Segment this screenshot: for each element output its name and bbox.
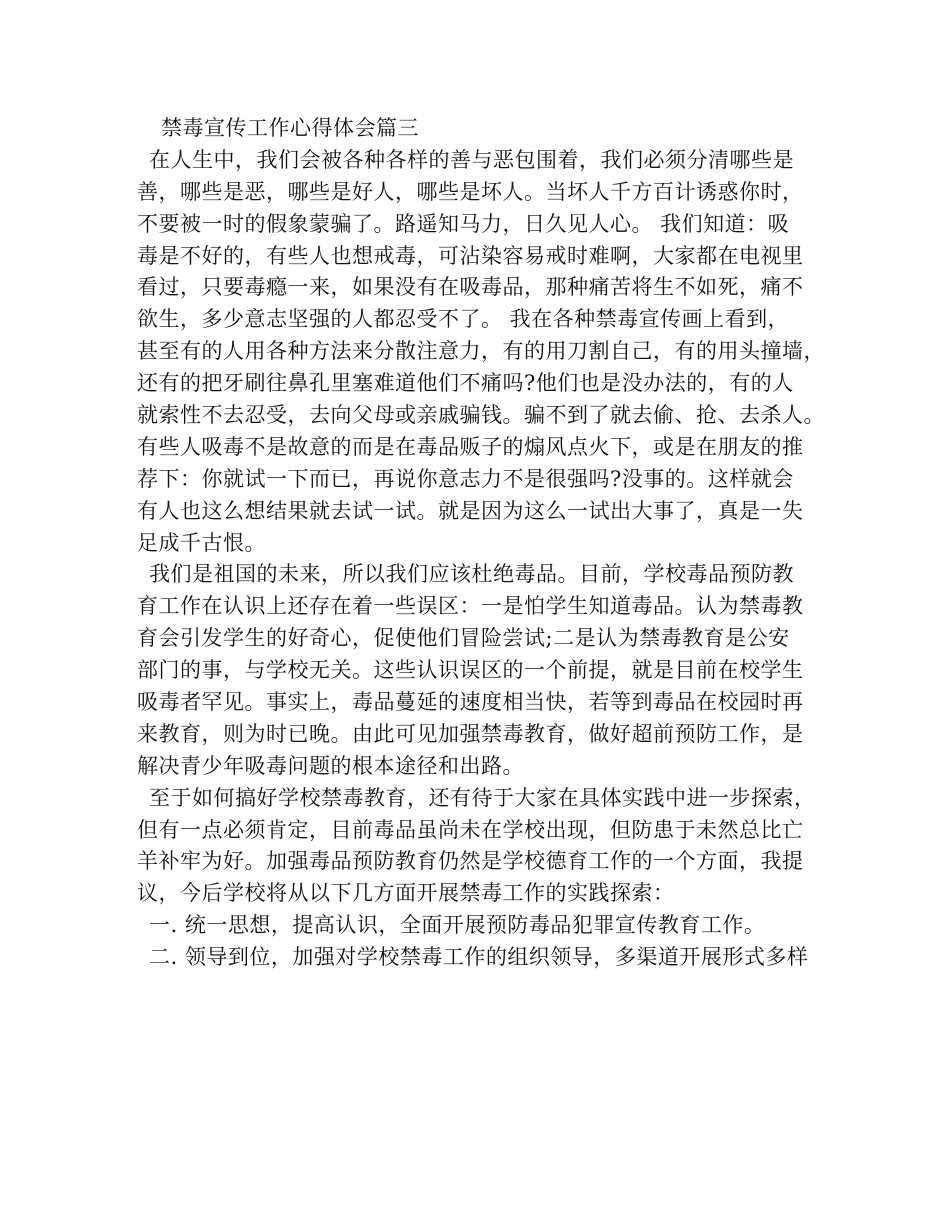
paragraph-2-line-1: 我们是祖国的未来，所以我们应该杜绝毒品。目前，学校毒品预防教 xyxy=(149,562,794,587)
paragraph-1-line-3: 不要被一时的假象蒙骗了。路遥知马力，日久见人心。 我们知道：吸 xyxy=(137,211,790,236)
list-item-1: 一. 统一思想，提高认识，全面开展预防毒品犯罪宣传教育工作。 xyxy=(149,913,766,938)
paragraph-1-line-11: 荐下：你就试一下而已，再说你意志力不是很强吗?没事的。这样就会 xyxy=(137,466,794,491)
paragraph-3-line-3: 羊补牢为好。加强毒品预防教育仍然是学校德育工作的一个方面，我提 xyxy=(137,849,804,874)
paragraph-2-line-5: 吸毒者罕见。事实上，毒品蔓延的速度相当快，若等到毒品在校园时再 xyxy=(137,690,804,715)
paragraph-1-line-2: 善，哪些是恶，哪些是好人，哪些是坏人。当坏人千方百计诱惑你时， xyxy=(137,179,804,204)
paragraph-1-line-10: 有些人吸毒不是故意的而是在毒品贩子的煽风点火下，或是在朋友的推 xyxy=(137,434,804,459)
paragraph-2-line-4: 部门的事，与学校无关。这些认识误区的一个前提，就是目前在校学生 xyxy=(137,658,804,683)
paragraph-2-line-7: 解决青少年吸毒问题的根本途径和出路。 xyxy=(137,753,524,778)
document-body xyxy=(137,113,827,974)
paragraph-1-line-13: 足成千古恨。 xyxy=(137,530,266,555)
paragraph-1-line-9: 就索性不去忍受，去向父母或亲戚骗钱。骗不到了就去偷、抢、去杀人。 xyxy=(137,403,825,428)
paragraph-3-line-1: 至于如何搞好学校禁毒教育，还有待于大家在具体实践中进一步探索， xyxy=(149,785,816,810)
list-item-2: 二. 领导到位，加强对学校禁毒工作的组织领导，多渠道开展形式多样 xyxy=(149,945,809,970)
paragraph-1-line-7: 甚至有的人用各种方法来分散注意力，有的用刀割自己，有的用头撞墙， xyxy=(137,339,825,364)
paragraph-3-line-2: 但有一点必须肯定，目前毒品虽尚未在学校出现，但防患于未然总比亡 xyxy=(137,817,804,842)
document-title: 禁毒宣传工作心得体会篇三 xyxy=(161,116,419,140)
paragraph-1-line-12: 有人也这么想结果就去试一试。就是因为这么一试出大事了，真是一失 xyxy=(137,498,804,523)
paragraph-2-line-3: 育会引发学生的好奇心，促使他们冒险尝试;二是认为禁毒教育是公安 xyxy=(137,626,790,651)
paragraph-1-line-8: 还有的把牙刷往鼻孔里塞难道他们不痛吗?他们也是没办法的，有的人 xyxy=(137,371,794,396)
paragraph-3-line-4: 议，今后学校将从以下几方面开展禁毒工作的实践探索： xyxy=(137,881,675,906)
paragraph-1-line-4: 毒是不好的，有些人也想戒毒，可沾染容易戒时难啊，大家都在电视里 xyxy=(137,243,804,268)
paragraph-2-line-2: 育工作在认识上还存在着一些误区：一是怕学生知道毒品。认为禁毒教 xyxy=(137,594,804,619)
paragraph-1-line-6: 欲生，多少意志坚强的人都忍受不了。 我在各种禁毒宣传画上看到， xyxy=(137,307,790,332)
paragraph-2-line-6: 来教育，则为时已晚。由此可见加强禁毒教育，做好超前预防工作，是 xyxy=(137,721,804,746)
paragraph-1-line-5: 看过，只要毒瘾一来，如果没有在吸毒品，那种痛苦将生不如死，痛不 xyxy=(137,275,804,300)
paragraph-1-line-1: 在人生中，我们会被各种各样的善与恶包围着，我们必须分清哪些是 xyxy=(149,147,794,172)
